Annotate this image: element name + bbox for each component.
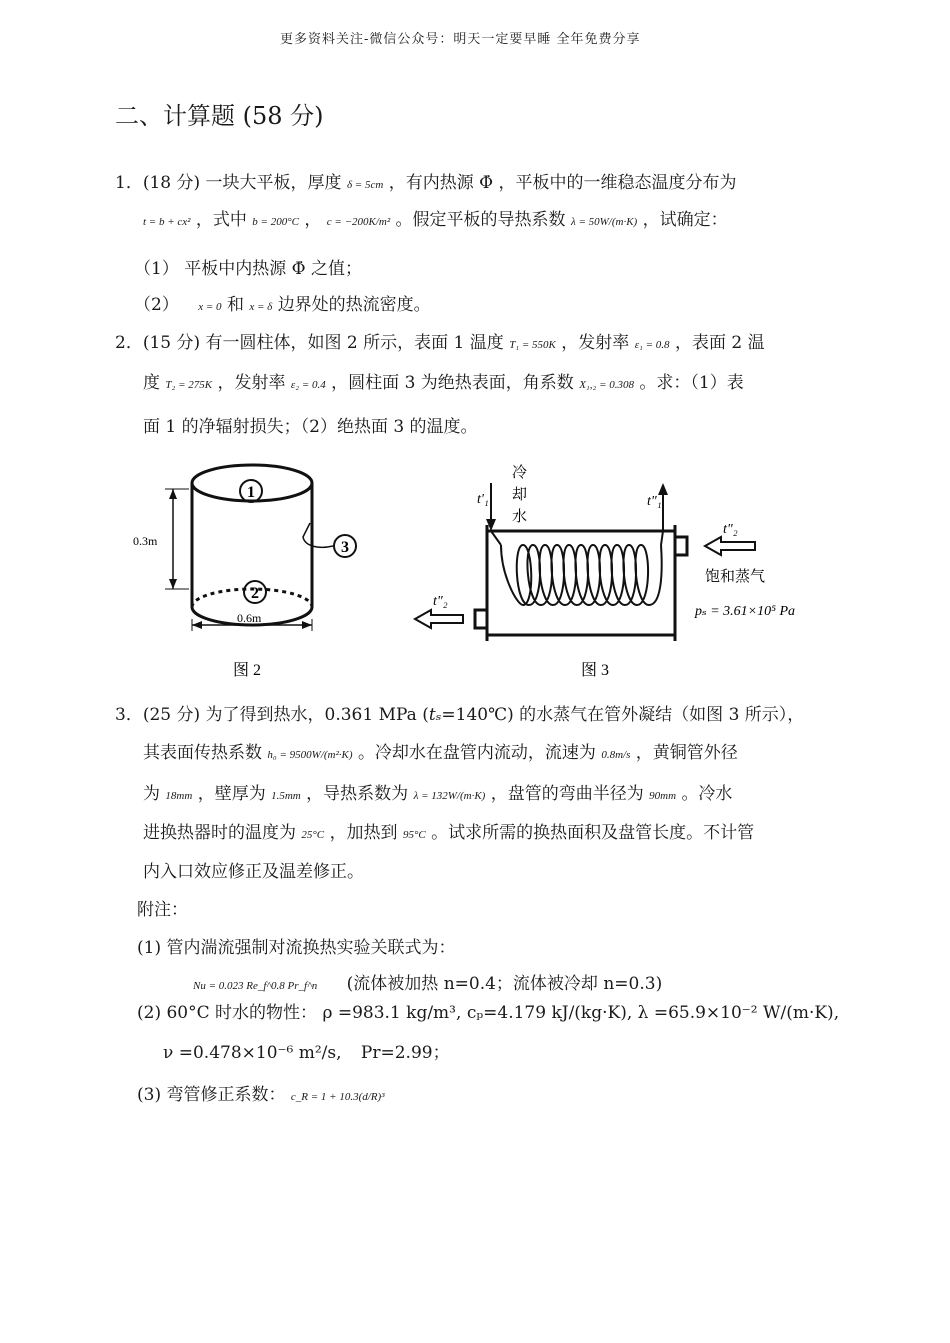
conductivity-value: λ = 50W/(m·K) — [570, 216, 638, 228]
exponent-note: (流体被加热 n=0.4；流体被冷却 n=0.3) — [346, 974, 663, 994]
t1-value: T₁ = 550K — [509, 339, 556, 351]
problem-3-text: ，导热系数为 — [306, 784, 409, 804]
marker-1: 1 — [247, 484, 255, 501]
figure-2-caption: 图 2 — [233, 662, 262, 679]
outer-diameter-value: 18mm — [165, 790, 193, 802]
c-value: c = −200K/m² — [326, 216, 391, 228]
outlet-temp-value: 95°C — [402, 829, 426, 841]
sub-question-2: （2） — [134, 295, 179, 315]
view-factor-value: X₁,₂ = 0.308 — [579, 379, 634, 391]
marker-2: 2 — [251, 585, 259, 602]
problem-1-intro: 1．(18 分) 一块大平板，厚度 — [115, 173, 342, 193]
label-but: 却 — [512, 487, 528, 503]
problem-3-intro: 3．(25 分) 为了得到热水，0.361 MPa ( — [115, 705, 429, 725]
heat-source-symbol: Φ̇ — [291, 259, 306, 279]
copper-conductivity-value: λ = 132W/(m·K) — [413, 790, 486, 802]
problem-1-text: ，试确定： — [642, 210, 728, 230]
label-water: 水 — [512, 509, 528, 525]
problem-1-text: ，平板中的一维稳态温度分布为 — [498, 173, 737, 193]
pressure-label: pₛ = 3.61×10⁵ Pa — [695, 604, 796, 619]
t2-inlet-label: t"₂ — [723, 522, 738, 537]
sub-question-1-end: 之值； — [310, 259, 362, 279]
e1-value: ε₁ = 0.8 — [634, 339, 670, 351]
page-header: 更多资料关注-微信公众号：明天一定要早睡 全年免费分享 — [280, 32, 641, 47]
figure-3-heat-exchanger — [405, 455, 845, 685]
problem-3-text: =140℃) 的水蒸气在管外凝结（如图 3 所示）， — [441, 705, 805, 725]
note-3: (3) 弯管修正系数： — [137, 1085, 286, 1105]
problem-2-text: 。求：（1）表 — [639, 373, 744, 393]
problem-1-text: ，式中 — [195, 210, 247, 230]
water-conductivity-value: λ =65.9×10⁻² W/(m·K), — [637, 1003, 840, 1023]
note-2: (2) 60°C 时水的物性： — [137, 1003, 318, 1023]
problem-3-text: ，黄铜管外径 — [635, 743, 738, 763]
wall-thickness-value: 1.5mm — [271, 790, 301, 802]
b-value: b = 200°C — [252, 216, 299, 228]
problem-3-text: 。试求所需的换热面积及盘管长度。不计管 — [431, 823, 755, 843]
density-value: ρ =983.1 kg/m³, — [322, 1003, 462, 1023]
section-title: 二、计算题 (58 分) — [115, 102, 324, 130]
bend-radius-value: 90mm — [649, 790, 677, 802]
label-cold: 冷 — [512, 465, 528, 481]
sub-question-1: （1） 平板中内热源 — [134, 259, 287, 279]
specific-heat-value: cₚ=4.179 kJ/(kg·K), — [466, 1003, 633, 1023]
problem-2-text: ，表面 2 温 — [674, 333, 765, 353]
prandtl-value: Pr=2.99； — [360, 1043, 450, 1063]
height-label: 0.3m — [133, 534, 158, 548]
problem-2-questions: 面 1 的净辐射损失；（2）绝热面 3 的温度。 — [143, 417, 478, 437]
bend-correction-formula: c_R = 1 + 10.3(d/R)³ — [290, 1091, 385, 1103]
problem-2-text: 度 — [143, 373, 160, 393]
saturated-steam-label: 饱和蒸气 — [705, 569, 766, 585]
t2-value: T₂ = 275K — [165, 379, 213, 391]
e2-value: ε₂ = 0.4 — [290, 379, 326, 391]
x-zero: x = 0 — [198, 301, 222, 313]
problem-3-text: ，壁厚为 — [197, 784, 266, 804]
problem-3-text: ，盘管的弯曲半径为 — [490, 784, 644, 804]
problem-2-text: ，圆柱面 3 为绝热表面，角系数 — [331, 373, 574, 393]
problem-2-intro: 2．(15 分) 有一圆柱体，如图 2 所示，表面 1 温度 — [115, 333, 504, 353]
and-text: 和 — [226, 295, 244, 315]
note-1: (1) 管内湍流强制对流换热实验关联式为： — [137, 938, 456, 958]
figure-3-caption: 图 3 — [581, 662, 610, 679]
velocity-value: 0.8m/s — [601, 749, 631, 761]
marker-3: 3 — [341, 539, 349, 556]
t2-outlet-label: t"₂ — [433, 594, 448, 609]
problem-2-text: ，发射率 — [217, 373, 286, 393]
figure-2-cylinder — [125, 455, 375, 685]
sub-question-2-end: 边界处的热流密度。 — [277, 295, 431, 315]
t1-outlet-label: t"₁ — [647, 494, 662, 509]
t1-inlet-label: t'₁ — [477, 492, 489, 507]
temperature-formula: t = b + cx² — [143, 216, 191, 228]
notes-heading: 附注： — [137, 900, 188, 920]
problem-3-text: 。冷水 — [681, 784, 733, 804]
problem-3-text: 其表面传热系数 — [143, 743, 262, 763]
problem-3-text: 内入口效应修正及温差修正。 — [143, 862, 364, 882]
problem-3-text: ，加热到 — [329, 823, 398, 843]
problem-3-text: 。冷却水在盘管内流动，流速为 — [357, 743, 596, 763]
heat-source-symbol: Φ̇ — [479, 173, 494, 193]
h0-value: h₀ = 9500W/(m²·K) — [267, 749, 353, 761]
problem-1-text: ，有内热源 — [388, 173, 474, 193]
saturation-temp: tₛ — [428, 705, 442, 725]
problem-3-text: 进换热器时的温度为 — [143, 823, 296, 843]
inlet-temp-value: 25°C — [301, 829, 325, 841]
problem-1-text: 。假定平板的导热系数 — [395, 210, 566, 230]
problem-2-text: ，发射率 — [561, 333, 630, 353]
nusselt-correlation: Nu = 0.023 Re_f^0.8 Pr_f^n — [193, 980, 318, 992]
problem-3-text: 为 — [143, 784, 160, 804]
thickness-formula: δ = 5cm — [346, 179, 384, 191]
viscosity-value: ν =0.478×10⁻⁶ m²/s, — [163, 1043, 342, 1063]
width-label: 0.6m — [237, 611, 262, 625]
x-delta: x = δ — [249, 301, 273, 313]
problem-1-text: ， — [304, 210, 322, 230]
